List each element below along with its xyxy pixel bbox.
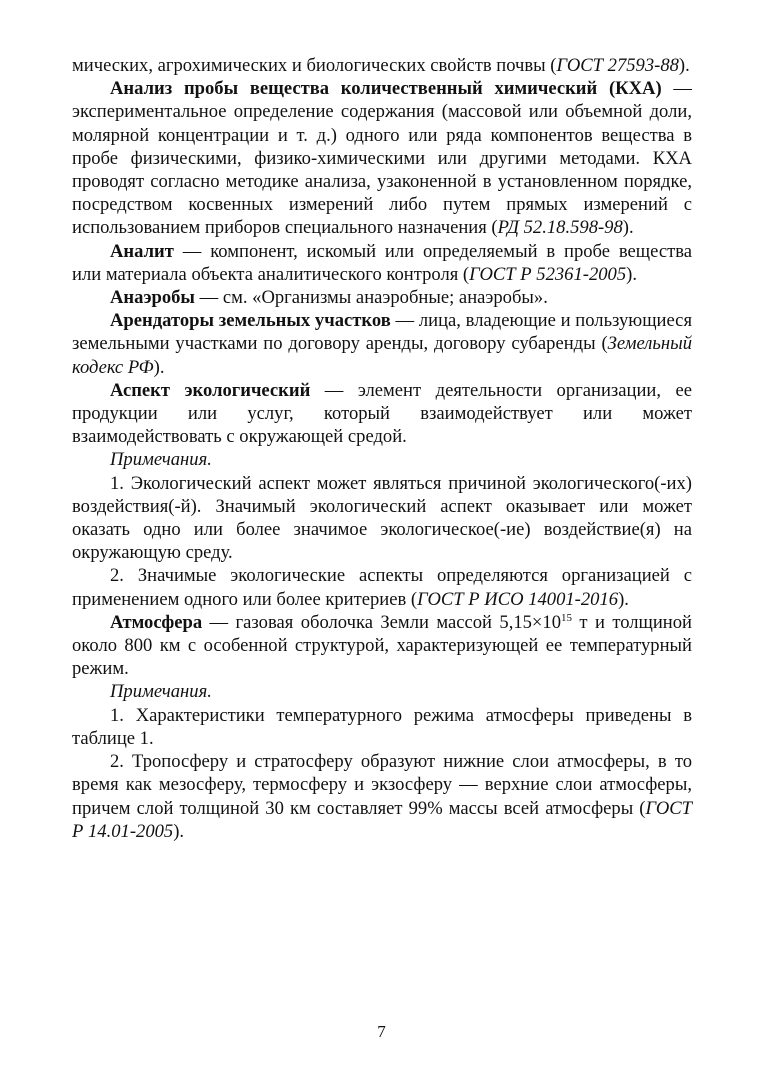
definition: — компонент, искомый или определяемый в пробе вещества или материала объекта аналитического контроля ( [72, 240, 692, 285]
definition-part: т и толщиной около 800 км с особенной структурой, характеризующей ее температурный режим. [72, 611, 692, 680]
page-body [72, 54, 692, 843]
note-item: 1. Экологический аспект может являться причиной экологического(-их) воздействия(-й). Значимый экологический аспект оказывает или может оказать одно или более значимое экологическое(-ие) воздействие(я) на окружающую среду. [72, 472, 692, 564]
note-item: 2. Тропосферу и стратосферу образуют нижние слои атмосферы, в то время как мезосферу, термосферу и экзосферу — верхние слои атмосферы, причем слой толщиной 30 км составляет 99% массы всей атмосферы (ГОСТ Р 14.01-2005). [72, 751, 692, 842]
reference: ГОСТ Р 14.01-2005 [72, 797, 692, 842]
notes-heading: Примечания. [110, 681, 212, 703]
reference: ГОСТ 27593-88 [556, 55, 679, 76]
reference: ГОСТ Р ИСО 14001-2016 [417, 588, 619, 610]
term: Аспект экологический [110, 379, 311, 401]
page-number: 7 [377, 1022, 386, 1041]
definition-part: — газовая оболочка Земли массой 5,15×10 [202, 611, 562, 633]
definition: — см. «Организмы анаэробные; анаэробы». [194, 287, 548, 309]
term: Анаэробы [110, 287, 195, 309]
entry-kha: Анализ пробы вещества количественный химический (КХА) — экспериментальное определение содержания (массовой или объемной доли, молярной концентрации и т. д.) одного или ряда компонентов вещества в пробе физическими, физико-химическими или другими методами. КХА проводят согласно методике анализа, узаконенной в установленном порядке, посредством косвенных измерений либо путем прямых измерений с использованием приборов специального назначения (РД 52.18.598-98). [72, 78, 692, 239]
term: Анализ пробы вещества количественный химический (КХА) [110, 78, 662, 100]
reference: РД 52.18.598-98 [497, 217, 623, 239]
entry-aspekt [72, 379, 692, 449]
entry-atmos [72, 611, 692, 681]
entry-anaerob [72, 286, 692, 309]
note-item: 2. Значимые экологические аспекты определяются организацией с применением одного или более критериев (ГОСТ Р ИСО 14001-2016). [72, 565, 692, 610]
entry-analit: Аналит — компонент, искомый или определяемый в пробе вещества или материала объекта аналитического контроля (ГОСТ Р 52361-2005). [72, 240, 692, 285]
definition: — экспериментальное определение содержания (массовой или объемной доли, молярной концентрации и т. д.) одного или ряда компонентов вещества в пробе физическими, физико-химическими или другими методами. КХА проводят согласно методике анализа, узаконенной в установленном порядке, посредством косвенных измерений либо путем прямых измерений с использованием приборов специального назначения ( [72, 78, 692, 239]
term: Арендаторы земельных участков [110, 310, 391, 332]
notes-heading: Примечания. [110, 449, 212, 471]
reference: Земельный кодекс РФ [72, 333, 692, 378]
definition: — элемент деятельности организации, ее продукции или услуг, который взаимодействует или может взаимодействовать с окружающей средой. [72, 379, 692, 448]
term: Атмосфера [110, 611, 203, 633]
paragraph-continuation: мических, агрохимических и биологических свойств почвы (ГОСТ 27593-88). [72, 55, 690, 76]
definition: — лица, владеющие и пользующиеся земельными участками по договору аренды, договору субаренды ( [72, 310, 692, 355]
term: Аналит [110, 240, 174, 262]
entry-arend: Арендаторы земельных участков — лица, владеющие и пользующиеся земельными участками по договору аренды, договору субаренды (Земельный кодекс РФ). [72, 310, 692, 378]
exponent: 15 [561, 611, 573, 624]
note-item: 1. Характеристики температурного режима атмосферы приведены в таблице 1. [72, 704, 692, 749]
reference: ГОСТ Р 52361-2005 [469, 263, 627, 285]
